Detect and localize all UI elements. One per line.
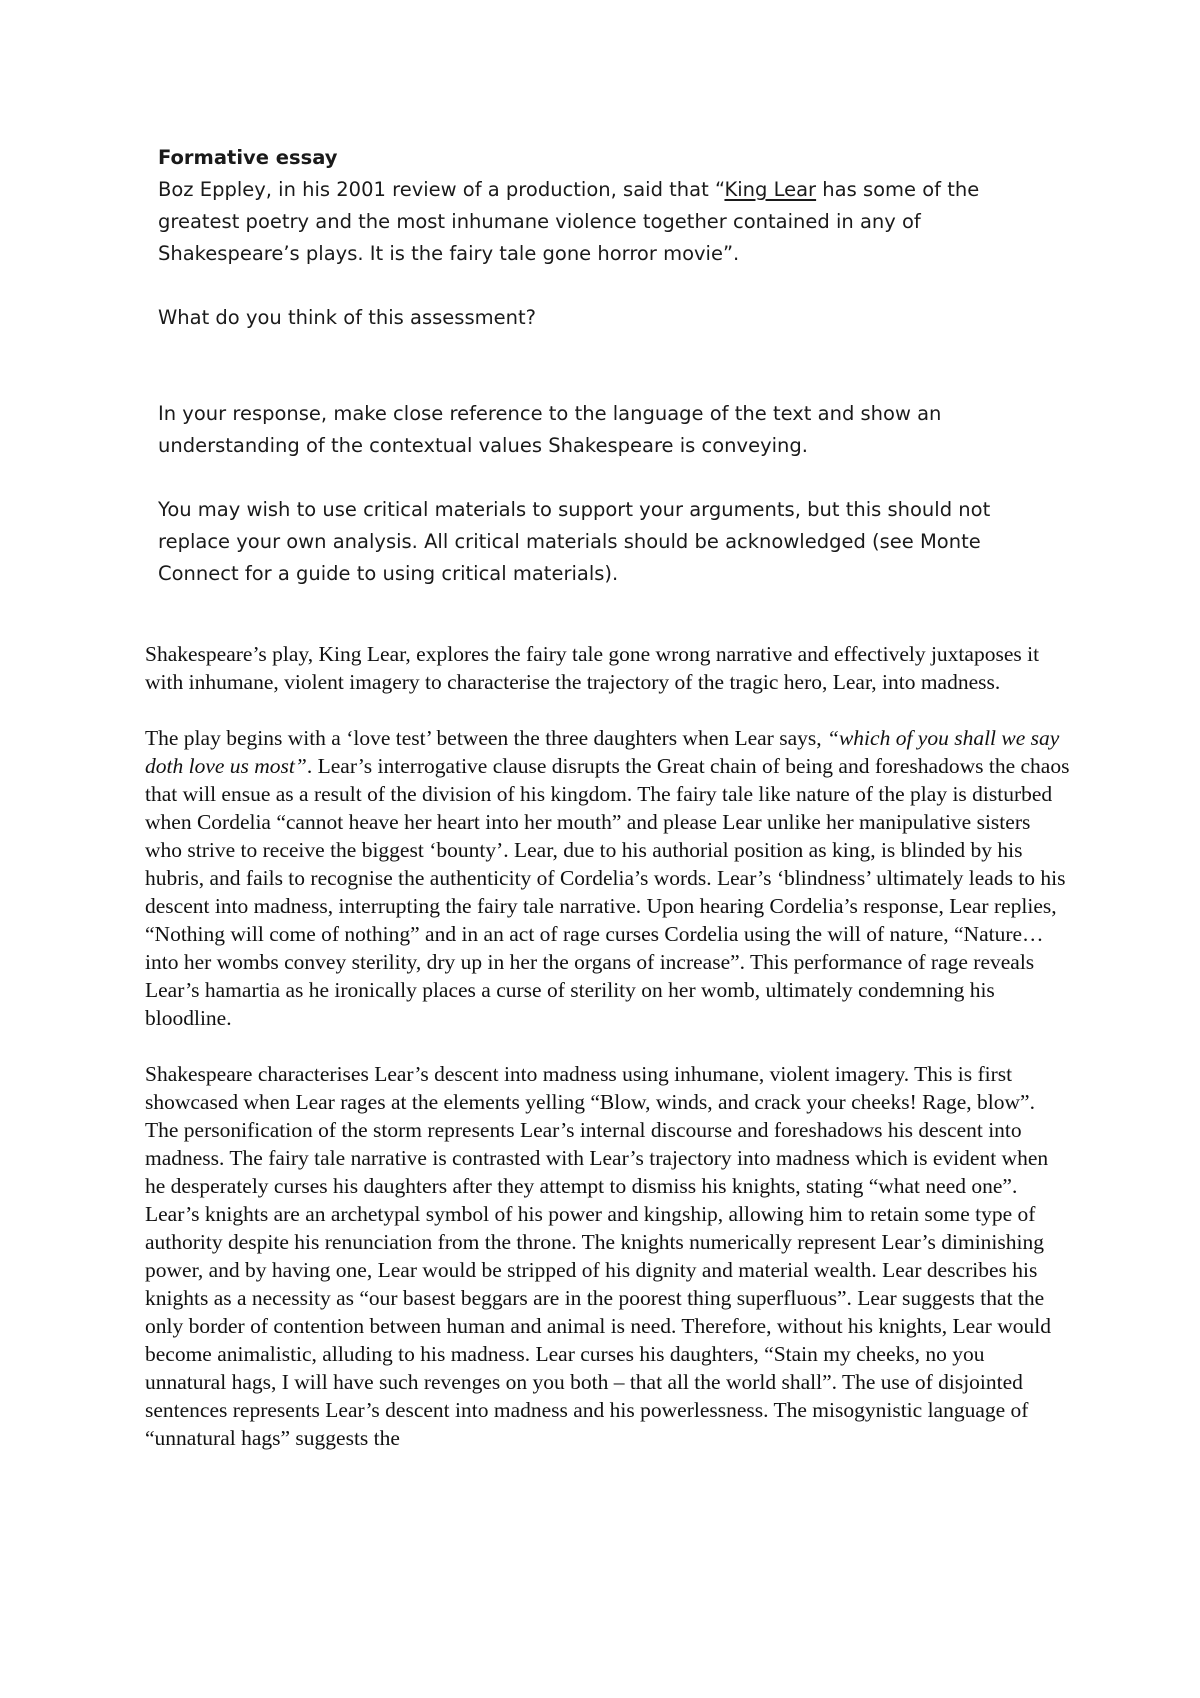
essay-paragraph-2-start: The play begins with a ‘love test’ between the three daughters when Lear says, [145,726,827,750]
prompt-quote [158,174,1058,270]
essay-paragraph-1: Shakespeare’s play, King Lear, explores the fairy tale gone wrong narrative and effectively juxtaposes it with inhumane, violent imagery to characterise the trajectory of the tragic hero, Lear, into madness. [145,642,1040,694]
prompt-quote-after: has some of the greatest poetry and the most inhumane violence together contained in any of Shakespeare’s plays. It is the fairy tale gone horror movie”. [158,178,980,265]
essay-body [145,640,1070,1480]
essay-paragraph-2-rest: . Lear’s interrogative clause disrupts the Great chain of being and foreshadows the chaos that will ensue as a result of the division of his kingdom. The fairy tale like nature of the play is disturbed when Cordelia “cannot heave her heart into her mouth” and please Lear unlike her manipulative sisters who strive to receive the biggest ‘bounty’. Lear, due to his authorial position as king, is blinded by his hubris, and fails to recognise the authenticity of Cordelia’s words. Lear’s ‘blindness’ ultimately leads to his descent into madness, interrupting the fairy tale narrative. Upon hearing Cordelia’s response, Lear replies, “Nothing will come of nothing” and in an act of rage curses Cordelia using the will of nature, “Nature…into her wombs convey sterility, dry up in her the organs of increase”. This performance of rage reveals Lear’s hamartia as he ironically places a curse of sterility on her womb, ultimately condemning his bloodline. [145,754,1070,1030]
prompt-instruction-2: You may wish to use critical materials to support your arguments, but this should not replace your own analysis. All critical materials should be acknowledged (see Monte Connect for a guide to using critical materials). [158,498,991,585]
prompt-quote-before: Boz Eppley, in his 2001 review of a production, said that “ [158,178,725,201]
essay-paragraph-2-quote: “which of you shall we say doth love us most” [145,726,1060,778]
prompt-quote-title: King Lear [724,178,817,201]
essay-prompt [158,142,1058,590]
prompt-title: Formative essay [158,146,338,169]
essay-paragraph-2 [145,724,1070,1032]
prompt-question: What do you think of this assessment? [158,306,536,329]
prompt-instruction-1: In your response, make close reference to the language of the text and show an understanding of the contextual values Shakespeare is conveying. [158,402,942,457]
essay-paragraph-3: Shakespeare characterises Lear’s descent into madness using inhumane, violent imagery. This is first showcased when Lear rages at the elements yelling “Blow, winds, and crack your cheeks! Rage, blow”. The personification of the storm represents Lear’s internal discourse and foreshadows his descent into madness. The fairy tale narrative is contrasted with Lear’s trajectory into madness which is evident when he desperately curses his daughters after they attempt to dismiss his knights, stating “what need one”. Lear’s knights are an archetypal symbol of his power and kingship, allowing him to retain some type of authority despite his renunciation from the throne. The knights numerically represent Lear’s diminishing power, and by having one, Lear would be stripped of his dignity and material wealth. Lear describes his knights as a necessity as “our basest beggars are in the poorest thing superfluous”. Lear suggests that the only border of contention between human and animal is need. Therefore, without his knights, Lear would become animalistic, alluding to his madness. Lear curses his daughters, “Stain my cheeks, no you unnatural hags, I will have such revenges on you both – that all the world shall”. The use of disjointed sentences represents Lear’s descent into madness and his powerlessness. The misogynistic language of “unnatural hags” suggests the [145,1062,1051,1450]
